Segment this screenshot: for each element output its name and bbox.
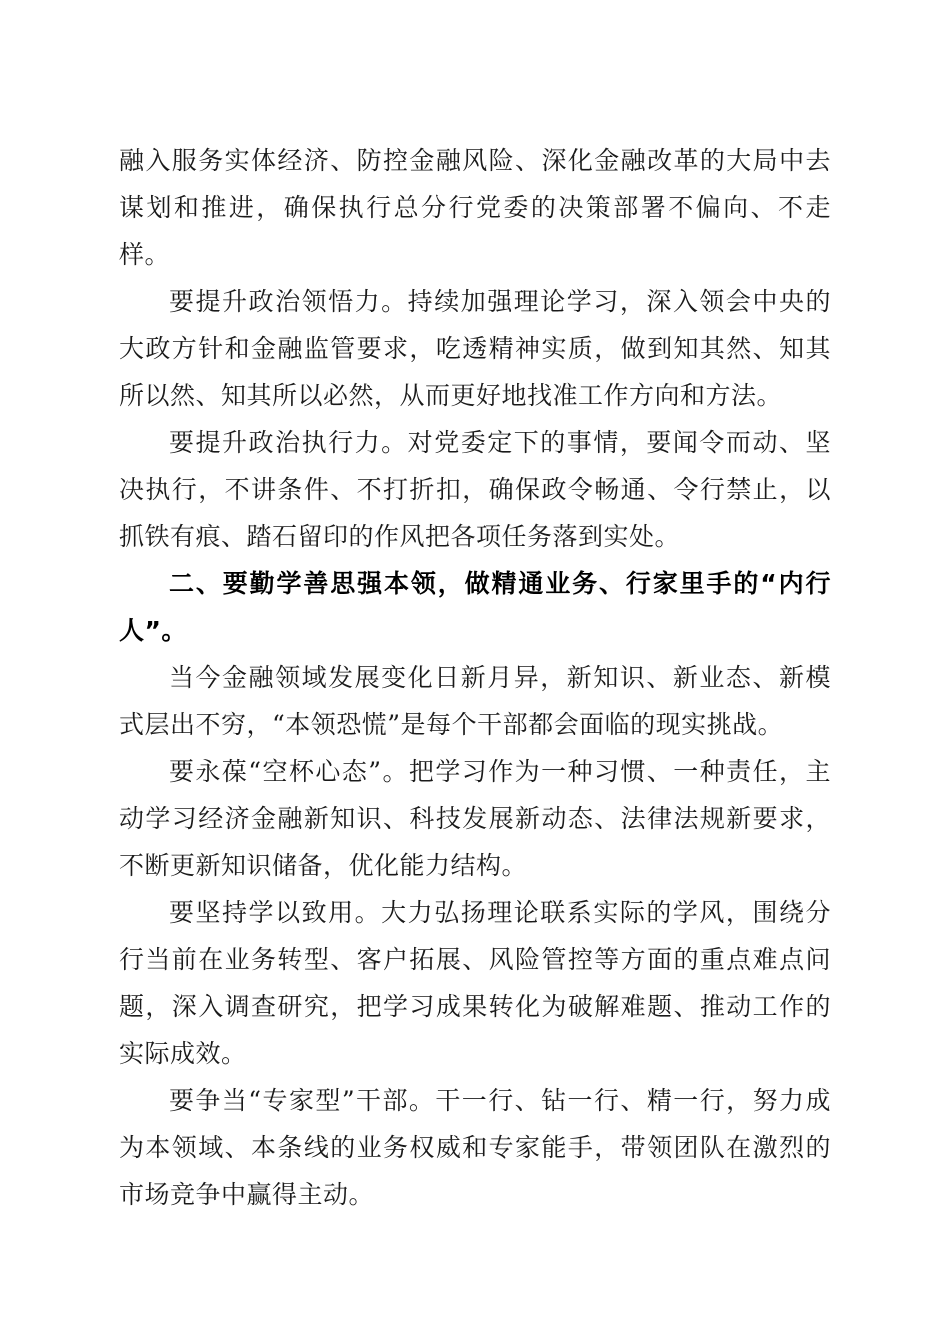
paragraph-finance-changes: 当今金融领域发展变化日新月异，新知识、新业态、新模式层出不穷，“本领恐慌”是每个干部都会面临的现实挑战。	[119, 663, 831, 739]
paragraph-apply-learning: 要坚持学以致用。大力弘扬理论联系实际的学风，围绕分行当前在业务转型、客户拓展、风险管控等方面的重点难点问题，深入调查研究，把学习成果转化为破解难题、推动工作的实际成效。	[119, 898, 831, 1068]
section-heading-2: 二、要勤学善思强本领，做精通业务、行家里手的“内行人”。	[119, 569, 831, 645]
paragraph-political-execution: 要提升政治执行力。对党委定下的事情，要闻令而动、坚决执行，不讲条件、不打折扣，确保政令畅通、令行禁止，以抓铁有痕、踏石留印的作风把各项任务落到实处。	[119, 428, 831, 551]
document-body	[119, 137, 831, 1218]
paragraph-political-comprehension: 要提升政治领悟力。持续加强理论学习，深入领会中央的大政方针和金融监管要求，吃透精神实质，做到知其然、知其所以然、知其所以必然，从而更好地找准工作方向和方法。	[119, 287, 831, 410]
paragraph-expert-cadre: 要争当“专家型”干部。干一行、钻一行、精一行，努力成为本领域、本条线的业务权威和专家能手，带领团队在激烈的市场竞争中赢得主动。	[119, 1086, 831, 1209]
paragraph-continuation: 融入服务实体经济、防控金融风险、深化金融改革的大局中去谋划和推进，确保执行总分行党委的决策部署不偏向、不走样。	[119, 146, 831, 269]
paragraph-empty-cup-mindset: 要永葆“空杯心态”。把学习作为一种习惯、一种责任，主动学习经济金融新知识、科技发展新动态、法律法规新要求，不断更新知识储备，优化能力结构。	[119, 757, 831, 880]
